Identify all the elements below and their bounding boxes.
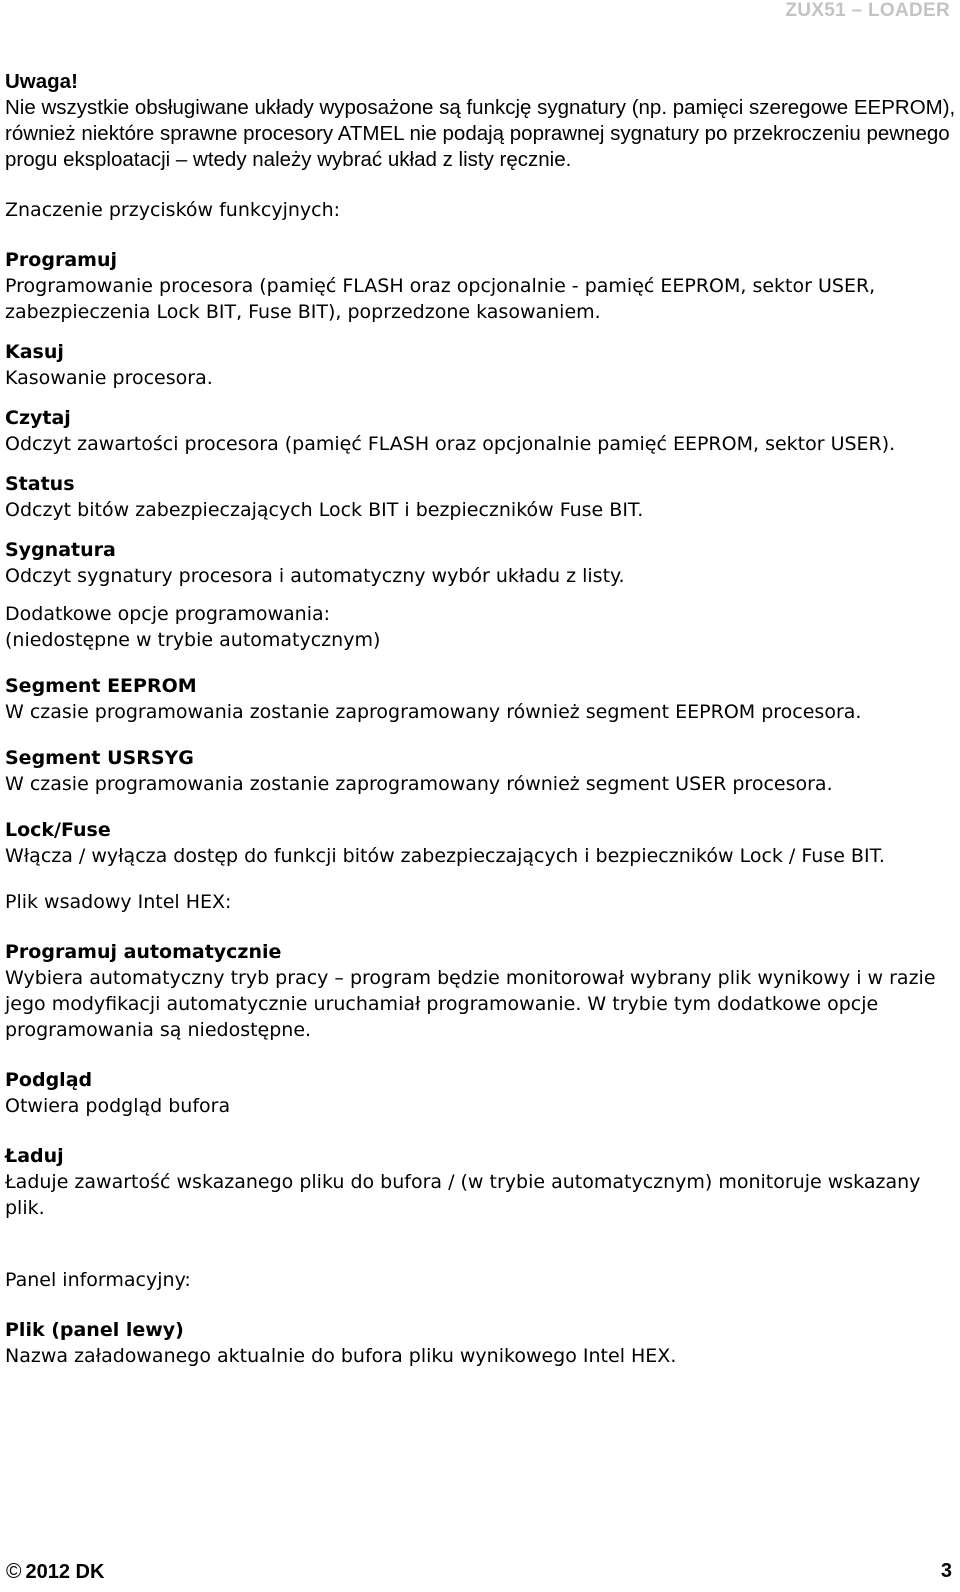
page-footer	[6, 1560, 952, 1588]
definition-segment-usrsyg	[5, 745, 956, 797]
warning-text: Nie wszystkie obsługiwane układy wyposażone są funkcję sygnatury (np. pamięci szeregowe EEPROM), również niektóre sprawne procesory ATMEL nie podają poprawnej sygnatury po przekroczeniu pewnego progu eksploatacji – wtedy należy wybrać układ z listy ręcznie.	[5, 96, 956, 171]
definition-term: Kasuj	[5, 341, 64, 363]
definition-description: Odczyt sygnatury procesora i automatyczny wybór układu z listy.	[5, 565, 625, 587]
definition-sygnatura	[5, 537, 956, 589]
definition-term: Ładuj	[5, 1145, 64, 1167]
definition-description: Odczyt bitów zabezpieczających Lock BIT i bezpieczników Fuse BIT.	[5, 499, 644, 521]
page-header-title: ZUX51 – LOADER	[785, 0, 950, 21]
definition-plik-panel-lewy	[5, 1317, 956, 1369]
definition-status	[5, 471, 956, 523]
definition-term: Programuj	[5, 249, 117, 271]
definition-term: Segment USRSYG	[5, 747, 194, 769]
copyright	[6, 1560, 104, 1584]
definition-laduj	[5, 1143, 956, 1221]
definition-description: Ładuje zawartość wskazanego pliku do bufora / (w trybie automatycznym) monitoruje wskazany plik.	[5, 1171, 921, 1219]
definition-description: Nazwa załadowanego aktualnie do bufora pliku wynikowego Intel HEX.	[5, 1345, 677, 1367]
definition-term: Programuj automatycznie	[5, 941, 282, 963]
definition-description: Kasowanie procesora.	[5, 367, 213, 389]
definition-term: Status	[5, 473, 75, 495]
definition-term: Segment EEPROM	[5, 675, 197, 697]
definition-description: Wybiera automatyczny tryb pracy – program będzie monitorował wybrany plik wynikowy i w razie jego modyfikacji automatycznie uruchamiał programowanie. W trybie tym dodatkowe opcje programowania są niedostępne.	[5, 967, 936, 1041]
definition-term: Podgląd	[5, 1069, 93, 1091]
definition-term: Plik (panel lewy)	[5, 1319, 184, 1341]
info-section-heading: Panel informacyjny:	[5, 1269, 191, 1291]
buttons-section-heading: Znaczenie przycisków funkcyjnych:	[5, 199, 341, 221]
copyright-symbol: ©	[6, 1560, 22, 1583]
definition-podglad	[5, 1067, 956, 1119]
definition-term: Sygnatura	[5, 539, 116, 561]
warning-title: Uwaga!	[5, 70, 78, 93]
warning-block	[5, 69, 956, 173]
definition-kasuj	[5, 339, 956, 391]
options-section-subheading: (niedostępne w trybie automatycznym)	[5, 629, 381, 651]
definition-description: Włącza / wyłącza dostęp do funkcji bitów zabezpieczających i bezpieczników Lock / Fuse BIT.	[5, 845, 885, 867]
definition-description: Otwiera podgląd bufora	[5, 1095, 231, 1117]
copyright-text: 2012 DK	[25, 1561, 105, 1583]
page-number: 3	[940, 1560, 952, 1582]
definition-description: Odczyt zawartości procesora (pamięć FLASH oraz opcjonalnie pamięć EEPROM, sektor USER).	[5, 433, 896, 455]
definition-czytaj	[5, 405, 956, 457]
document-body	[5, 69, 956, 1369]
definition-term: Czytaj	[5, 407, 71, 429]
definition-term: Lock/Fuse	[5, 819, 111, 841]
definition-segment-eeprom	[5, 673, 956, 725]
hex-section-heading: Plik wsadowy Intel HEX:	[5, 891, 232, 913]
definition-programuj-automatycznie	[5, 939, 956, 1043]
definition-description: W czasie programowania zostanie zaprogramowany również segment EEPROM procesora.	[5, 701, 862, 723]
definition-lock-fuse	[5, 817, 956, 869]
definition-description: Programowanie procesora (pamięć FLASH oraz opcjonalnie - pamięć EEPROM, sektor USER, zabezpieczenia Lock BIT, Fuse BIT), poprzedzone kasowaniem.	[5, 275, 876, 323]
definition-programuj	[5, 247, 956, 325]
options-section-heading: Dodatkowe opcje programowania:	[5, 603, 331, 625]
definition-description: W czasie programowania zostanie zaprogramowany również segment USER procesora.	[5, 773, 833, 795]
